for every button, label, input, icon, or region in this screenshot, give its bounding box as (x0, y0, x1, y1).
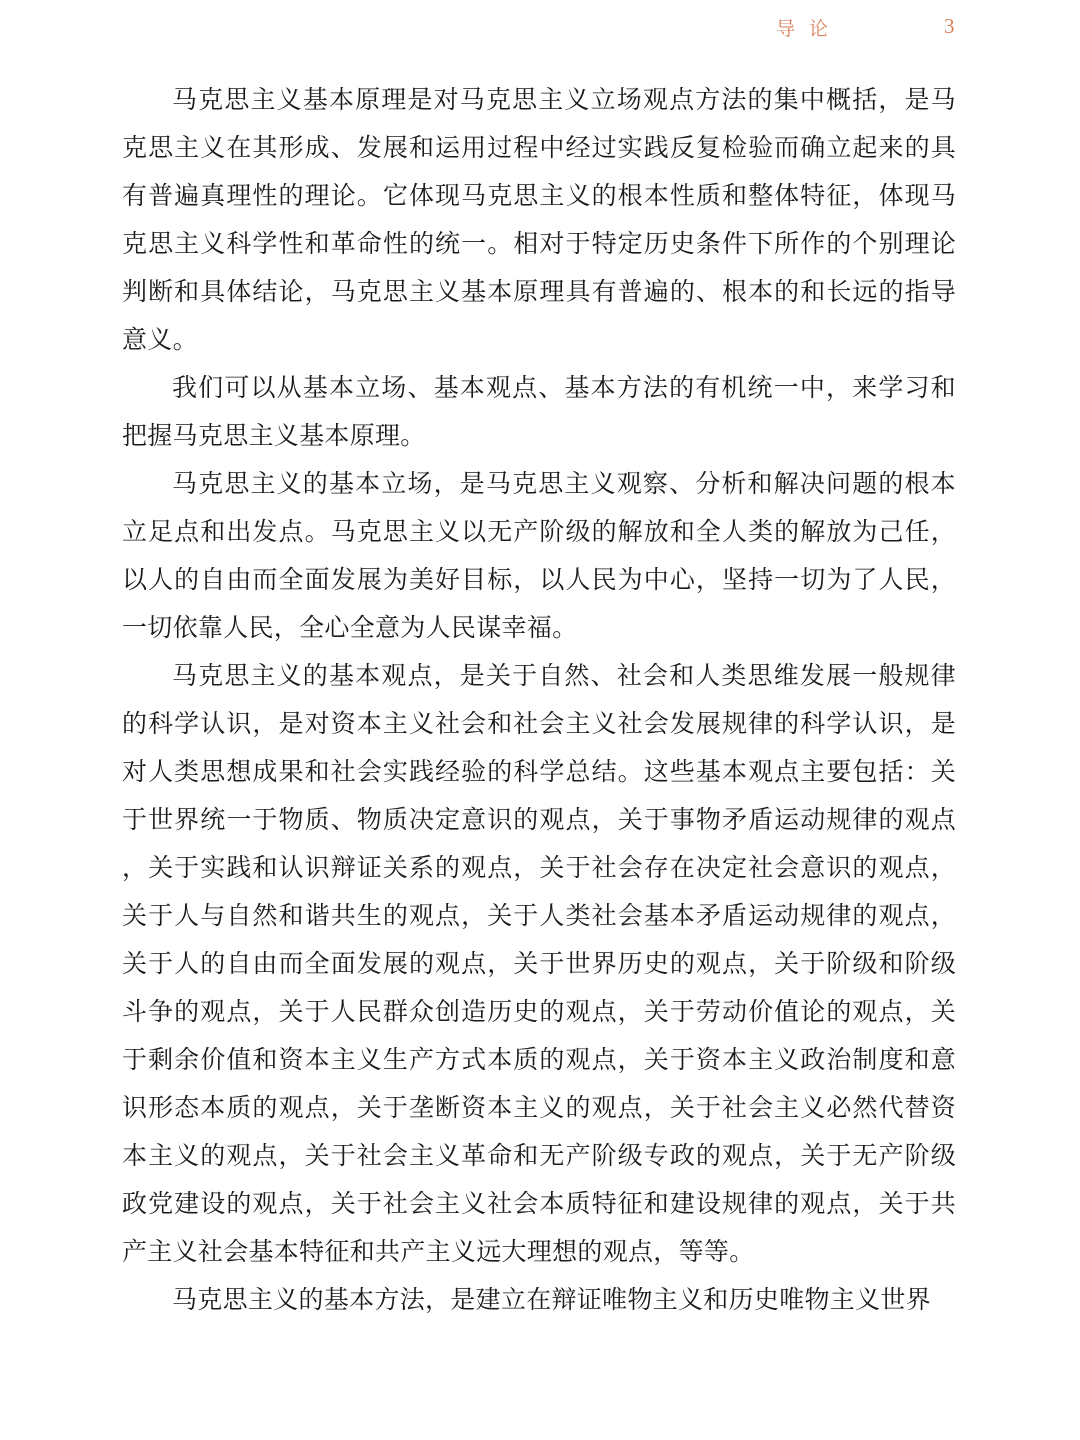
paragraph: 我们可以从基本立场、基本观点、基本方法的有机统一中，来学习和把握马克思主义基本原理。 (122, 373, 956, 450)
paragraph: 马克思主义的基本观点，是关于自然、社会和人类思维发展一般规律的科学认识，是对资本主义社会和社会主义社会发展规律的科学认识，是对人类思想成果和社会实践经验的科学总结。这些基本观点主要包括：关于世界统一于物质、物质决定意识的观点，关于事物矛盾运动规律的观点，关于实践和认识辩证关系的观点，关于社会存在决定社会意识的观点，关于人与自然和谐共生的观点，关于人类社会基本矛盾运动规律的观点，关于人的自由而全面发展的观点，关于世界历史的观点，关于阶级和阶级斗争的观点，关于人民群众创造历史的观点，关于劳动价值论的观点，关于剩余价值和资本主义生产方式本质的观点，关于资本主义政治制度和意识形态本质的观点，关于垄断资本主义的观点，关于社会主义必然代替资本主义的观点，关于社会主义革命和无产阶级专政的观点，关于无产阶级政党建设的观点，关于社会主义社会本质特征和建设规律的观点，关于共产主义社会基本特征和共产主义远大理想的观点，等等。 (122, 661, 956, 1266)
body-text (122, 76, 956, 1324)
paragraph: 马克思主义的基本方法，是建立在辩证唯物主义和历史唯物主义世界 (172, 1285, 932, 1314)
paragraph: 马克思主义的基本立场，是马克思主义观察、分析和解决问题的根本立足点和出发点。马克思主义以无产阶级的解放和全人类的解放为己任，以人的自由而全面发展为美好目标，以人民为中心，坚持一切为了人民，一切依靠人民，全心全意为人民谋幸福。 (122, 469, 956, 642)
running-header (0, 14, 1080, 44)
chapter-title: 导论 (776, 18, 843, 40)
paragraph: 马克思主义基本原理是对马克思主义立场观点方法的集中概括，是马克思主义在其形成、发展和运用过程中经过实践反复检验而确立起来的具有普遍真理性的理论。它体现马克思主义的根本性质和整体特征，体现马克思主义科学性和革命性的统一。相对于特定历史条件下所作的个别理论判断和具体结论，马克思主义基本原理具有普遍的、根本的和长远的指导意义。 (122, 85, 956, 354)
page-number: 3 (944, 14, 955, 38)
